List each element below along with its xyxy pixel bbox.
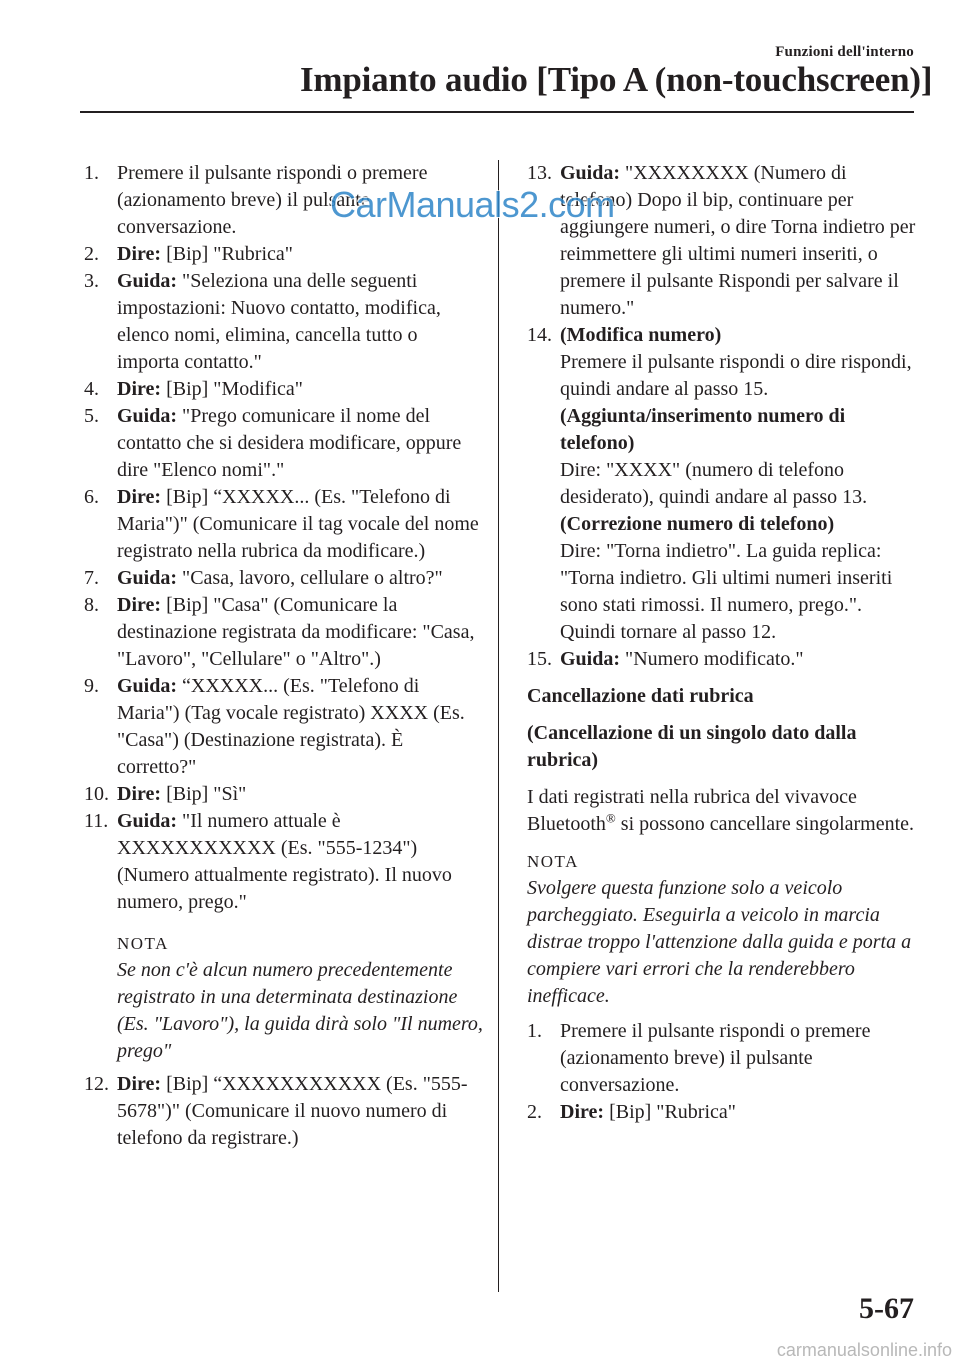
footer-watermark: carmanualsonline.info [776,1340,952,1360]
step-subtext: Premere il pulsante rispondi o dire rispondi, quindi andare al passo 15. [560,351,912,400]
step-number: 8. [84,594,99,616]
step-text: Premere il pulsante rispondi o premere (azionamento breve) il pulsante conversazione. [117,162,428,238]
left-step-list [84,160,484,916]
step-label: Dire: [560,1101,605,1123]
step-item [84,673,484,781]
step-body [560,322,919,646]
step-body [117,808,484,916]
paragraph [527,784,919,838]
left-column [84,160,484,1152]
step-item [84,241,484,268]
step-item [84,565,484,592]
step-body [117,268,484,376]
step-text: "Casa, lavoro, cellulare o altro?" [177,567,443,589]
section-heading: Cancellazione dati rubrica [527,685,754,707]
step-label: Dire: [117,783,162,805]
step-text: "XXXXXXXX (Numero di telefono) Dopo il bip, continuare per aggiungere numeri, o dire Torna indietro per reimmettere gli ultimi numeri inseriti, o premere il pulsante Rispondi per salvare il numero." [560,162,916,319]
step-label: Dire: [117,594,162,616]
right-column [527,160,919,1126]
step-item [84,808,484,916]
step-number: 3. [84,270,99,292]
header-section-label: Funzioni dell'interno [775,44,914,60]
step-label: Guida: [117,270,178,292]
step-text: "Prego comunicare il nome del contatto che si desidera modificare, oppure dire "Elenco nomi"." [117,405,462,481]
step-body [117,592,484,673]
step-number: 12. [84,1073,109,1095]
step-label: Guida: [117,675,178,697]
step-number: 13. [527,162,552,184]
step-15 [527,646,919,673]
registered-mark: ® [605,810,616,826]
step-item [84,592,484,673]
step-item [527,1099,919,1126]
column-divider [498,160,499,1292]
step-label: Dire: [117,243,162,265]
step-item [84,781,484,808]
step-label: Guida: [560,648,621,670]
step-body [117,781,484,808]
step-body [117,376,484,403]
page-title: Impianto audio [Tipo A (non-touchscreen)] [300,60,933,99]
step-label: Dire: [117,1073,162,1095]
note-title: NOTA [117,934,169,953]
left-note [117,930,484,1065]
step-subtitle: (Aggiunta/inserimento numero di telefono) [560,405,846,454]
step-text: [Bip] "Sì" [161,783,247,805]
step-body [117,673,484,781]
step-item [84,403,484,484]
watermark-logo: CarManuals2.com [330,184,615,225]
step-number: 15. [527,648,552,670]
step-text: [Bip] "Rubrica" [604,1101,736,1123]
paragraph-text: si possono cancellare singolarmente. [615,813,915,835]
step-text: “XXXXX... (Es. "Telefono di Maria") (Tag vocale registrato) XXXX (Es. "Casa") (Destinazione registrata). È corretto?" [117,675,465,778]
step-body [560,1018,919,1099]
step-number: 1. [84,162,99,184]
step-text: [Bip] "Casa" (Comunicare la destinazione registrata da modificare: "Casa, "Lavoro", "Cellulare" o "Altro".) [117,594,475,670]
step-text: [Bip] "Rubrica" [161,243,293,265]
step-text: "Il numero attuale è XXXXXXXXXXX (Es. "555-1234") (Numero attualmente registrato). Il nuovo numero, prego." [117,810,452,913]
right-step-list [527,1018,919,1126]
step-body [117,403,484,484]
step-number: 10. [84,783,109,805]
right-note [527,848,919,1010]
step-number: 2. [527,1101,542,1123]
step-label: Guida: [117,405,178,427]
note-text: Svolgere questa funzione solo a veicolo parcheggiato. Eseguirla a veicolo in marcia distrae troppo l'attenzione dalla guida e porta a compiere vari errori che la renderebbero inefficace. [527,877,912,1007]
note-text: Se non c'è alcun numero precedentemente registrato in una determinata destinazione (Es. "Lavoro"), la guida dirà solo "Il numero, prego" [117,959,483,1062]
step-label: Guida: [117,567,178,589]
step-number: 4. [84,378,99,400]
step-subtitle: (Modifica numero) [560,324,722,346]
step-14 [527,322,919,646]
step-text: "Numero modificato." [620,648,804,670]
step-label: Dire: [117,486,162,508]
step-number: 6. [84,486,99,508]
step-body [117,241,484,268]
header-rule [80,111,914,113]
step-body [560,1099,919,1126]
step-text: [Bip] "Modifica" [161,378,303,400]
step-number: 2. [84,243,99,265]
step-item [84,376,484,403]
step-number: 5. [84,405,99,427]
step-item [84,268,484,376]
step-text: [Bip] “XXXXXXXXXXX (Es. "555-5678")" (Comunicare il nuovo numero di telefono da registrare.) [117,1073,468,1149]
step-12 [84,1071,484,1152]
step-number: 11. [84,810,109,832]
step-label: Guida: [117,810,178,832]
step-body [117,484,484,565]
step-number: 1. [527,1020,542,1042]
step-number: 14. [527,324,552,346]
step-label: Dire: [117,378,162,400]
step-body [117,565,484,592]
step-text: "Seleziona una delle seguenti impostazioni: Nuovo contatto, modifica, elenco nomi, elimina, cancella tutto o importa contatto." [117,270,441,373]
step-number: 7. [84,567,99,589]
paragraph-text: I dati registrati nella rubrica del vivavoce Bluetooth [527,786,857,835]
step-subtitle: (Correzione numero di telefono) [560,513,835,535]
step-label: Guida: [560,162,621,184]
page-number: 5-67 [859,1292,914,1325]
step-text: [Bip] “XXXXX... (Es. "Telefono di Maria")" (Comunicare il tag vocale del nome registrato nella rubrica da modificare.) [117,486,479,562]
step-body [117,1071,484,1152]
step-subtext: Dire: "XXXX" (numero di telefono desiderato), quindi andare al passo 13. [560,459,868,508]
step-number: 9. [84,675,99,697]
subsection-heading: (Cancellazione di un singolo dato dalla rubrica) [527,722,857,771]
step-body [560,646,919,673]
step-subtext: Dire: "Torna indietro". La guida replica: "Torna indietro. Gli ultimi numeri inseriti sono stati rimossi. Il numero, prego.". Quindi tornare al passo 12. [560,540,893,643]
step-item [527,1018,919,1099]
step-item [84,484,484,565]
step-text: Premere il pulsante rispondi o premere (azionamento breve) il pulsante conversazione. [560,1020,871,1096]
note-title: NOTA [527,852,579,871]
